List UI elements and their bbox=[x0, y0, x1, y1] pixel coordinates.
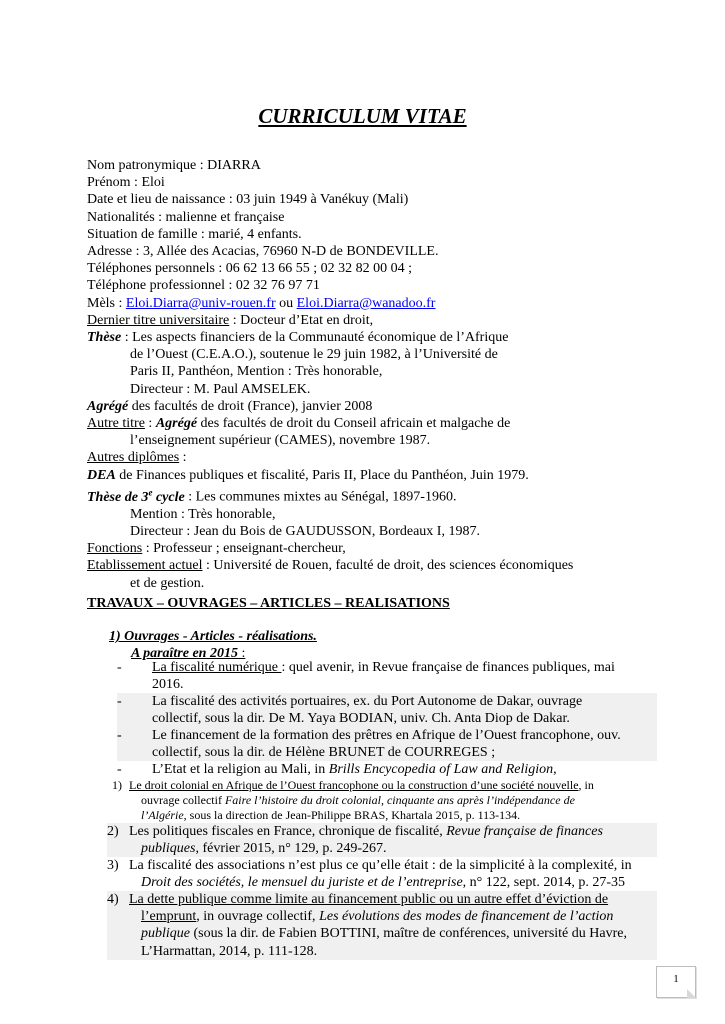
agrege-value: des facultés de droit (France), janvier 2008 bbox=[128, 398, 373, 414]
list-item-underlined: La fiscalité numérique bbox=[152, 660, 282, 675]
mels-label: Mèls : bbox=[87, 295, 126, 311]
famille-line: Situation de famille : marié, 4 enfants. bbox=[87, 226, 302, 242]
list-item-italic: publiques bbox=[141, 841, 196, 857]
list-item-post: , in bbox=[578, 778, 594, 792]
list-item-text bbox=[129, 891, 657, 960]
these3-label-a: Thèse de 3 bbox=[87, 489, 149, 505]
these3-line bbox=[87, 484, 667, 506]
list-item-line bbox=[152, 659, 657, 676]
nationalites-line: Nationalités : malienne et française bbox=[87, 209, 285, 225]
autres-diplomes-label: Autres diplômes bbox=[87, 450, 180, 466]
list-item-post: (sous la dir. de Fabien BOTTINI, maître de conférences, université du Havre, bbox=[190, 926, 627, 942]
dea-line bbox=[87, 467, 667, 484]
autre-titre-sep: : bbox=[144, 416, 156, 432]
list-item-line bbox=[129, 778, 657, 793]
list-number: 4) bbox=[107, 892, 119, 907]
list-number: 3) bbox=[107, 858, 119, 873]
list-item-pre: ouvrage collectif bbox=[141, 792, 225, 807]
list-item-underlined: l’emprunt bbox=[141, 909, 197, 925]
dernier-titre-line bbox=[87, 312, 667, 329]
list-item-line: 2016. bbox=[152, 677, 184, 693]
list-item bbox=[117, 727, 657, 761]
page-number: 1 bbox=[673, 973, 679, 985]
list-item-italic: Faire l’histoire du droit colonial, cinquante ans après l’indépendance de bbox=[224, 792, 575, 807]
list-item-line: Le financement de la formation des prêtres en Afrique de l’Ouest francophone, ouv. bbox=[152, 728, 621, 743]
list-dash: - bbox=[117, 728, 122, 743]
list-item-italic: Brills Encycopedia of Law and Religion bbox=[328, 762, 554, 777]
list-item-line: La dette publique comme limite au financement public ou un autre effet d’éviction de bbox=[129, 892, 609, 907]
fonctions-label: Fonctions bbox=[87, 541, 143, 557]
works-heading-2-text: A paraître en 2015 bbox=[131, 646, 238, 661]
agrege-label: Agrégé bbox=[87, 398, 129, 414]
these-line-2: de l’Ouest (C.E.A.O.), soutenue le 29 juin 1982, à l’Université de bbox=[130, 347, 498, 363]
etablissement-line-2: et de gestion. bbox=[130, 575, 205, 591]
list-item-line: La fiscalité des associations n’est plus ce qu’elle était : de la simplicité à la complexité, in bbox=[129, 858, 632, 873]
list-item-italic: Droit des sociétés, le mensuel du juriste et de l’entreprise bbox=[141, 875, 463, 891]
dernier-titre-label: Dernier titre universitaire bbox=[87, 312, 230, 328]
these-text-1: : Les aspects financiers de la Communauté économique de l’Afrique bbox=[121, 330, 509, 346]
list-item-pre: L’Etat et la religion au Mali, in bbox=[152, 762, 329, 777]
list-item-text bbox=[152, 727, 657, 761]
these-label: Thèse bbox=[87, 330, 122, 346]
list-number: 2) bbox=[107, 824, 119, 839]
list-item-rest: : quel avenir, in Revue française de finances publiques, mai bbox=[281, 660, 615, 675]
naissance-line: Date et lieu de naissance : 03 juin 1949 à Vanékuy (Mali) bbox=[87, 192, 409, 208]
list-number: 1) bbox=[112, 778, 122, 792]
autre-titre-label: Autre titre bbox=[87, 416, 145, 432]
list-item-underlined: Le droit colonial en Afrique de l’Ouest francophone ou la construction d’une société nouvelle bbox=[129, 778, 579, 792]
tel-perso-line: Téléphones personnels : 06 62 13 66 55 ; 02 32 82 00 04 ; bbox=[87, 261, 413, 277]
autre-titre-text-1: des facultés de droit du Conseil africain et malgache de bbox=[197, 416, 511, 432]
list-item-post: , février 2015, n° 129, p. 249-267. bbox=[195, 841, 387, 857]
list-item-line bbox=[129, 823, 657, 840]
list-item-italic: publique bbox=[141, 926, 190, 942]
autre-titre-agrege: Agrégé bbox=[155, 416, 198, 432]
autres-diplomes-colon: : bbox=[179, 450, 187, 466]
list-item-text bbox=[129, 778, 657, 822]
list-item-line: La fiscalité des activités portuaires, ex. du Port Autonome de Dakar, ouvrage bbox=[152, 694, 583, 709]
autre-titre-line-2: l’enseignement supérieur (CAMES), novembre 1987. bbox=[130, 433, 431, 449]
list-item-pre: , in ouvrage collectif, bbox=[196, 909, 320, 925]
list-item-text bbox=[129, 857, 657, 891]
list-item-line bbox=[129, 840, 657, 857]
document-title: CURRICULUM VITAE bbox=[258, 104, 467, 128]
list-item-text bbox=[152, 761, 657, 778]
page-curl-icon bbox=[687, 989, 696, 998]
list-item bbox=[107, 857, 657, 891]
these-line-4: Directeur : M. Paul AMSELEK. bbox=[130, 381, 311, 397]
mels-or: ou bbox=[275, 295, 297, 311]
prenom-line: Prénom : Eloi bbox=[87, 175, 165, 191]
list-item bbox=[107, 891, 657, 960]
list-item-line bbox=[129, 793, 657, 808]
these-line-3: Paris II, Panthéon, Mention : Très honorable, bbox=[130, 364, 383, 380]
list-item bbox=[117, 761, 657, 778]
list-item bbox=[107, 778, 657, 822]
list-dash: - bbox=[117, 694, 122, 709]
email-link-univ[interactable]: Eloi.Diarra@univ-rouen.fr bbox=[125, 295, 276, 311]
mels-line bbox=[87, 295, 667, 312]
dernier-titre-value: : Docteur d’Etat en droit, bbox=[229, 312, 374, 328]
list-item-line: collectif, sous la dir. De M. Yaya BODIAN, univ. Ch. Anta Diop de Dakar. bbox=[152, 711, 570, 727]
list-dash: - bbox=[117, 660, 122, 675]
etablissement-value-1: : Université de Rouen, faculté de droit, des sciences économiques bbox=[202, 558, 574, 574]
these3-mention-line: Mention : Très honorable, bbox=[130, 506, 276, 522]
tel-pro-line: Téléphone professionnel : 02 32 76 97 71 bbox=[87, 278, 320, 294]
autre-titre-line-1 bbox=[87, 415, 667, 432]
adresse-line: Adresse : 3, Allée des Acacias, 76960 N-D de BONDEVILLE. bbox=[87, 244, 439, 260]
works-heading-1: 1) Ouvrages - Articles - réalisations. bbox=[109, 629, 317, 644]
these-line-1 bbox=[87, 329, 667, 346]
list-item-line bbox=[129, 925, 657, 942]
list-item-italic: Revue française de finances bbox=[446, 824, 603, 839]
these3-value: : Les communes mixtes au Sénégal, 1897-1960. bbox=[184, 489, 457, 505]
identity-block bbox=[87, 157, 667, 592]
works-section-title: TRAVAUX – OUVRAGES – ARTICLES – REALISATIONS bbox=[87, 596, 450, 611]
list-item-line bbox=[152, 761, 657, 778]
fonctions-value: : Professeur ; enseignant-chercheur, bbox=[142, 541, 346, 557]
list-item-line: collectif, sous la dir. de Hélène BRUNET de COURREGES ; bbox=[152, 745, 496, 761]
these3-sup: e bbox=[148, 486, 153, 497]
list-item-line bbox=[129, 874, 657, 891]
these3-directeur-line: Directeur : Jean du Bois de GAUDUSSON, Bordeaux I, 1987. bbox=[130, 523, 480, 539]
list-dash: - bbox=[117, 762, 122, 777]
autres-diplomes-line bbox=[87, 449, 667, 466]
fonctions-line bbox=[87, 540, 667, 557]
list-item-line bbox=[129, 808, 657, 823]
these3-label bbox=[87, 486, 185, 505]
list-item bbox=[117, 693, 657, 727]
etablissement-label: Etablissement actuel bbox=[87, 558, 203, 574]
list-item-pre: Les politiques fiscales en France, chronique de fiscalité, bbox=[129, 824, 447, 839]
nom-line: Nom patronymique : DIARRA bbox=[87, 158, 261, 173]
list-item-post: , n° 122, sept. 2014, p. 27-35 bbox=[462, 875, 625, 891]
list-item-italic: Les évolutions des modes de financement de l’action bbox=[319, 909, 614, 925]
email-link-wanadoo[interactable]: Eloi.Diarra@wanadoo.fr bbox=[296, 295, 436, 311]
list-item-post: , bbox=[553, 762, 557, 777]
list-item-text bbox=[152, 659, 657, 693]
agrege-line bbox=[87, 398, 667, 415]
works-heading-2-colon: : bbox=[237, 646, 246, 661]
list-item-post: , sous la direction de Jean-Philippe BRAS, Khartala 2015, p. 113-134. bbox=[183, 807, 521, 822]
list-item-line bbox=[129, 908, 657, 925]
list-item bbox=[117, 659, 657, 693]
dea-label: DEA bbox=[87, 467, 116, 483]
etablissement-line-1 bbox=[87, 557, 667, 574]
list-item-line: L’Harmattan, 2014, p. 111-128. bbox=[141, 943, 318, 959]
dea-value: de Finances publiques et fiscalité, Paris II, Place du Panthéon, Juin 1979. bbox=[115, 467, 529, 483]
page-number-box bbox=[656, 966, 696, 998]
list-item-text bbox=[152, 693, 657, 727]
list-item-text bbox=[129, 823, 657, 857]
list-item-italic: l’Algérie bbox=[141, 807, 184, 822]
list-item bbox=[107, 823, 657, 857]
these3-label-b: cycle bbox=[152, 489, 185, 505]
